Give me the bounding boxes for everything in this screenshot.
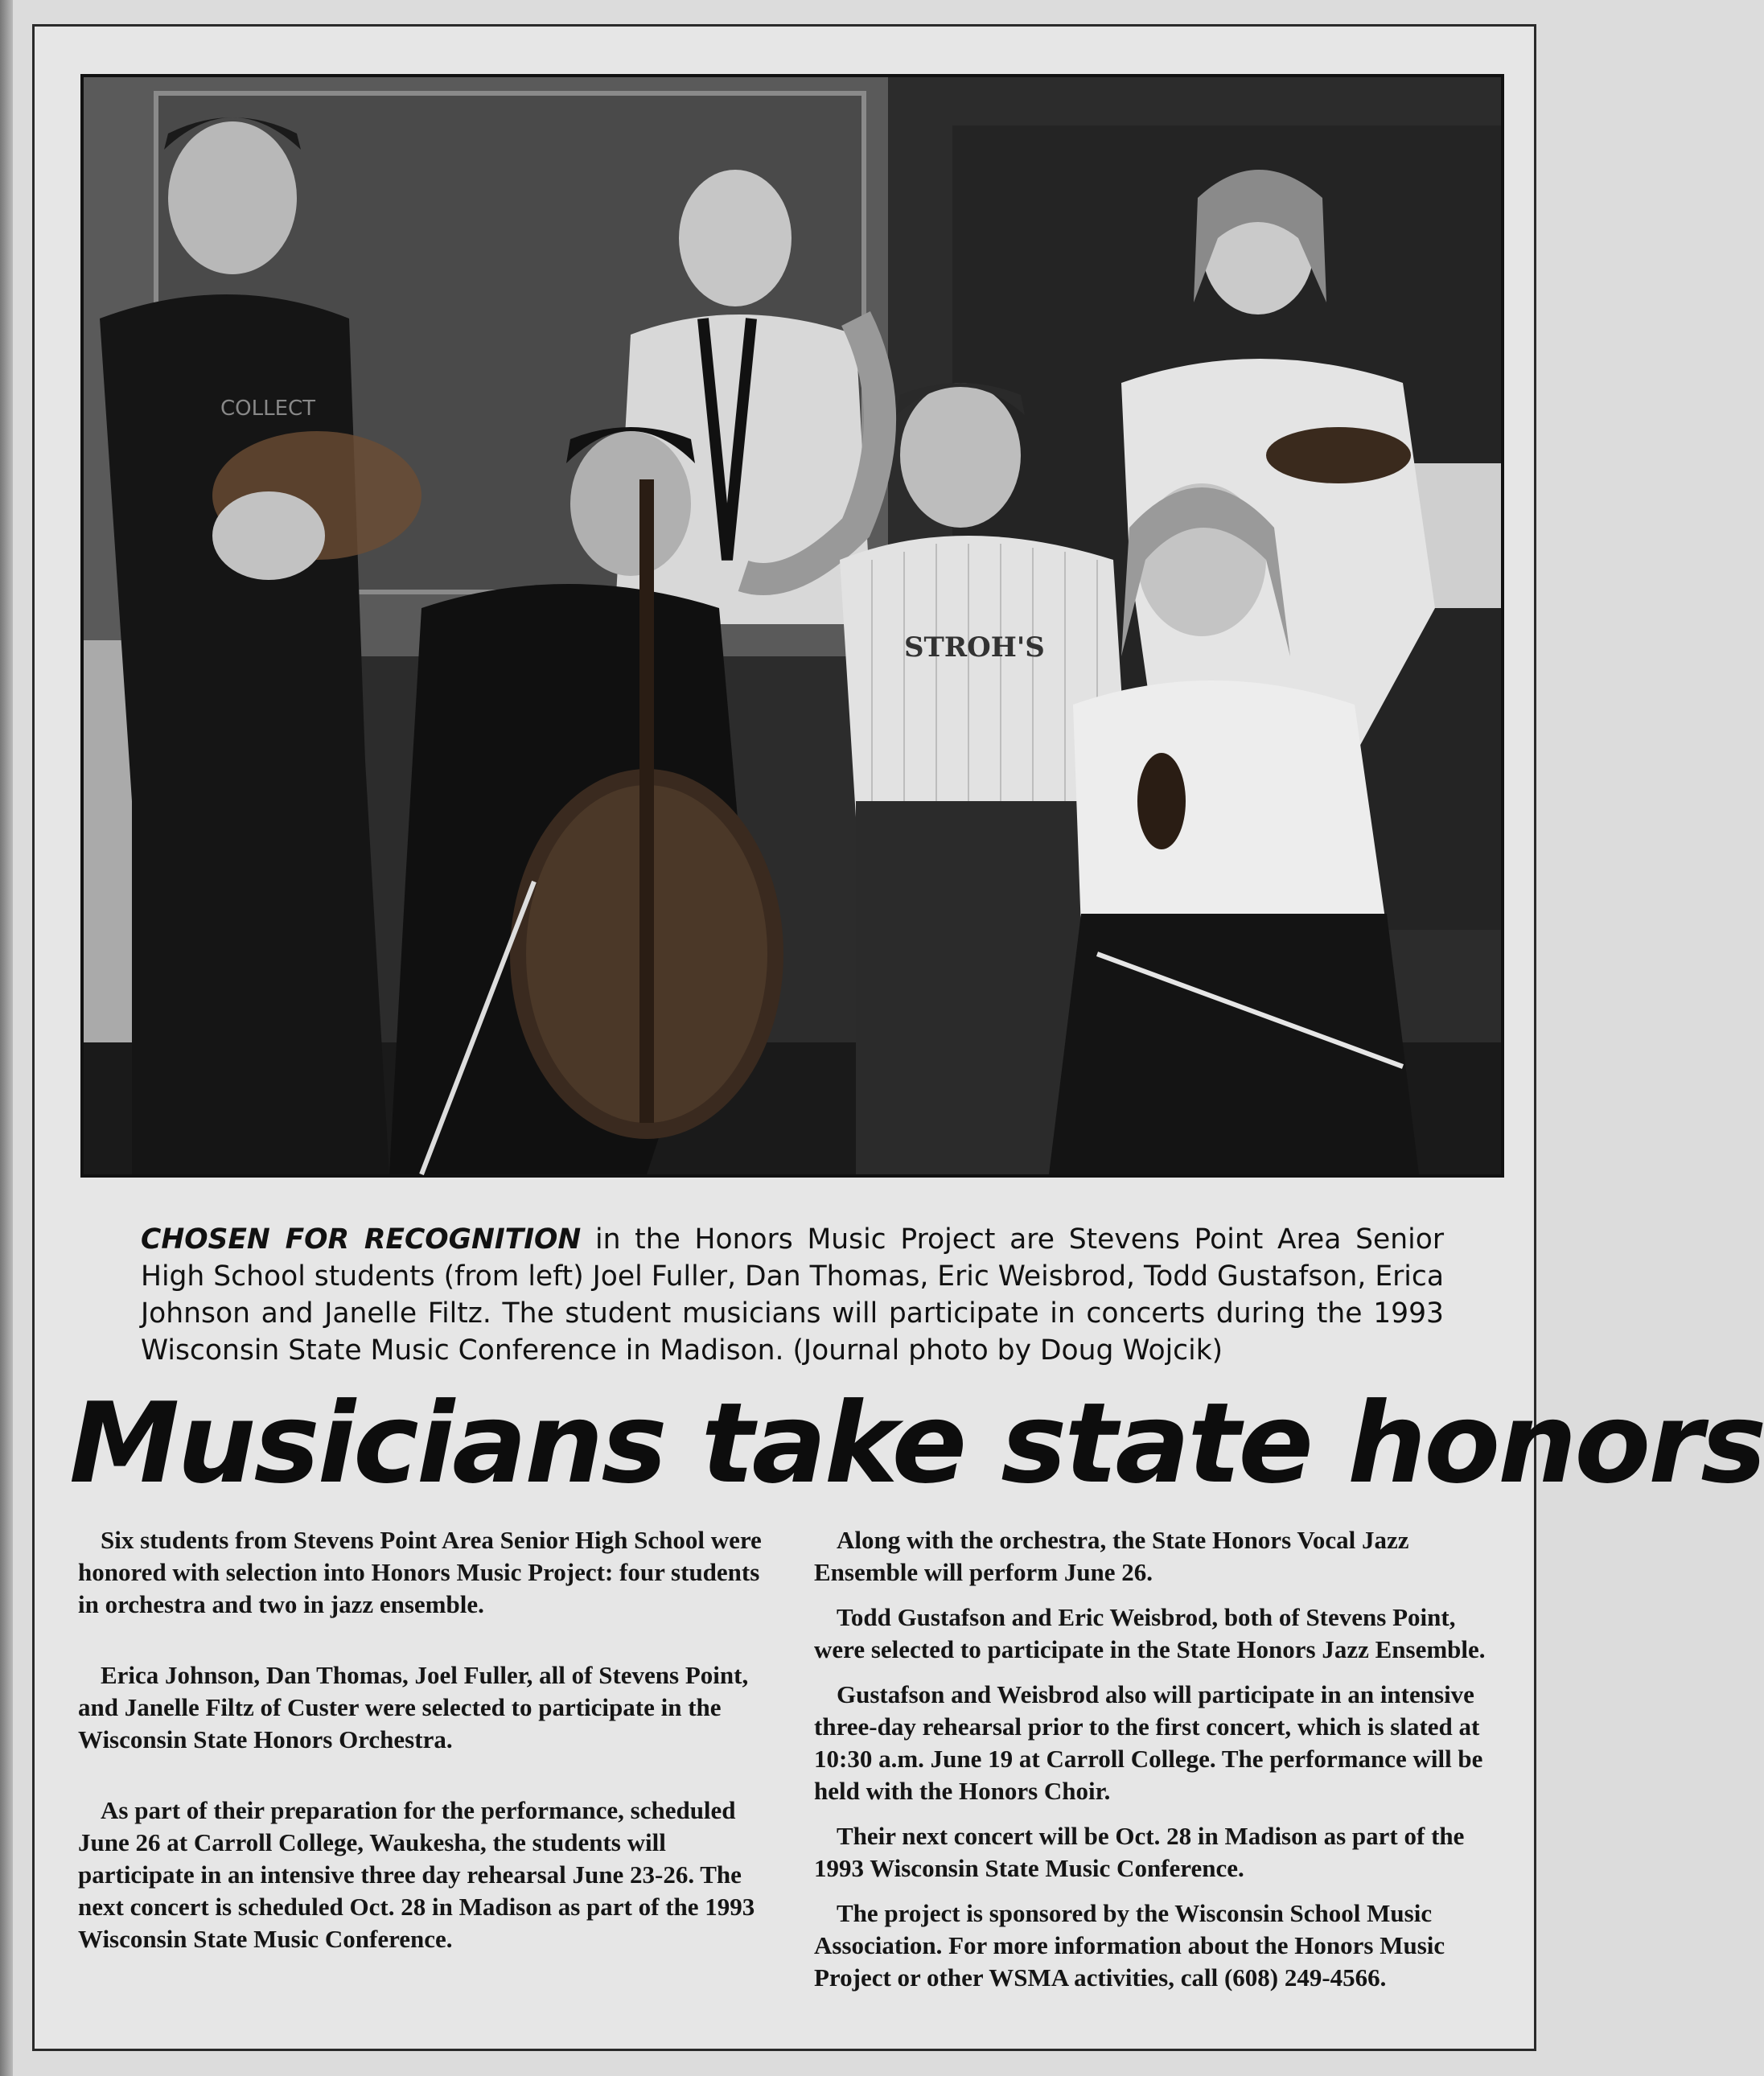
paragraph: The project is sponsored by the Wisconsin School Music Association. For more information about the Honors Music Project or other WSMA activities, call (608) 249-4566. [814, 1899, 1445, 1992]
paragraph: Gustafson and Weisbrod also will participate in an intensive three-day rehearsal prior to the first concert, which is slated at 10:30 a.m. June 19 at Carroll College. The performance will be held with the Honors Choir. [814, 1680, 1483, 1805]
photo-image-icon [84, 77, 1501, 1174]
paragraph: Erica Johnson, Dan Thomas, Joel Fuller, all of Stevens Point, and Janelle Filtz of Custer were selected to participate in the Wisconsin State Honors Orchestra. [78, 1661, 749, 1753]
page-edge [0, 0, 13, 2076]
paragraph: Their next concert will be Oct. 28 in Madison as part of the 1993 Wisconsin State Music Conference. [814, 1822, 1465, 1882]
group-photo [80, 74, 1504, 1178]
photo-caption [141, 1221, 1444, 1369]
svg-text:COLLECT: COLLECT [220, 397, 316, 421]
paragraph: Todd Gustafson and Eric Weisbrod, both of Stevens Point, were selected to participate in the State Honors Jazz Ensemble. [814, 1603, 1486, 1663]
headline: Musicians take state honors [69, 1379, 1764, 1508]
paragraph: Six students from Stevens Point Area Senior High School were honored with selection into Honors Music Project: four students in orchestra and two in jazz ensemble. [78, 1526, 762, 1618]
paragraph: Along with the orchestra, the State Honors Vocal Jazz Ensemble will perform June 26. [814, 1526, 1409, 1586]
svg-text:STROH'S: STROH'S [904, 631, 1045, 664]
caption-lead: CHOSEN FOR RECOGNITION [141, 1223, 582, 1256]
article-column-right [814, 1524, 1512, 2007]
caption-body: in the Honors Music Project are Stevens Point Area Senior High School students (from left) Joel Fuller, Dan Thomas, Eric Weisbrod, Todd Gustafson, Erica Johnson and Janelle Filtz. The student musicians will participate in concerts during the 1993 Wisconsin State Music Conference in Madison. (Journal photo by Doug Wojcik) [141, 1223, 1444, 1367]
article-column-left [78, 1524, 778, 1994]
paragraph: As part of their preparation for the performance, scheduled June 26 at Carroll College, Waukesha, the students will participate in an intensive three day rehearsal June 23-26. The next concert is scheduled Oct. 28 in Madison as part of the 1993 Wisconsin State Music Conference. [78, 1796, 755, 1953]
